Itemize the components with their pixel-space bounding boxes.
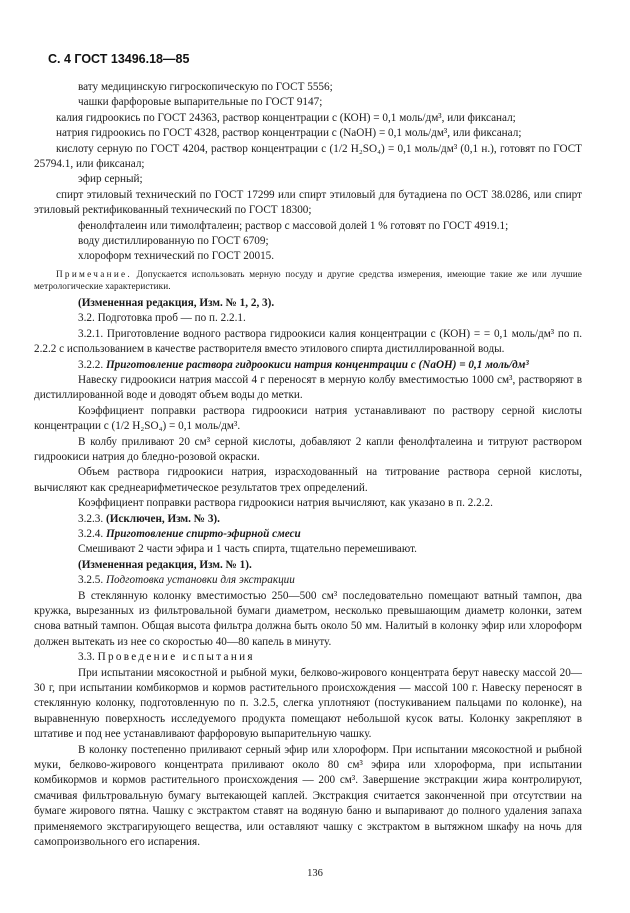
list-item: фенолфталеин или тимолфталеин; раствор с массовой долей 1 % готовят по ГОСТ 4919.1; — [78, 219, 509, 232]
subsection-title: Приготовление раствора гидроокиси натрия концентрации с (NaOH) = 0,1 моль/дм³ — [105, 358, 529, 371]
paragraph: Коэффициент поправки раствора гидроокиси натрия вычисляют, как указано в п. 2.2.2. — [78, 497, 493, 510]
subsection-number: 3.2.5. — [78, 574, 104, 587]
list-item: эфир серный; — [78, 173, 143, 186]
paragraph: Коэффициент поправки раствора гидроокиси натрия устанавливают по раствору серной кислоты концентрации с (1/2 H₂SO₄) = 0,1 моль/дм³. — [34, 404, 582, 433]
page-header: С. 4 ГОСТ 13496.18—85 — [48, 52, 190, 66]
note-label: Примечание. — [56, 268, 133, 279]
paragraph: При испытании мясокостной и рыбной муки, белково-жирового концентрата берут навеску массой 20—30 г, при испытании комбикормов и кормов растительного происхождения — массой 100 г. Навеску переносят в стеклянную колонку, подготовленную по п. 3.2.5, слегка уплотняют (постукиванием пальцами по колонке), на выравненную поверхность исследуемого продукта помещают небольшой кусок ваты. Колонку закрепляют в штативе и под нее устанавливают фарфоровую выпарительную чашку. — [34, 666, 582, 741]
section-heading — [56, 650, 582, 665]
note-text: Допускается использовать мерную посуду и другие средства измерения, имеющие такие же или лучшие метрологические характеристики. — [34, 268, 582, 292]
paragraph: Навеску гидроокиси натрия массой 4 г переносят в мерную колбу вместимостью 1000 см³, растворяют в дистиллированной воде и доводят объем воды до метки. — [34, 373, 582, 402]
paragraph: 3.2.1. Приготовление водного раствора гидроокиси калия концентрации с (КОН) = = 0,1 моль/дм³ по п. 2.2.2 с использованием в качестве растворителя вместо этилового спирта дистиллированной воды. — [34, 327, 582, 356]
note-paragraph — [34, 268, 582, 293]
edition-note: (Измененная редакция, Изм. № 1, 2, 3). — [78, 296, 275, 309]
subsection-heading — [56, 358, 582, 373]
list-item: чашки фарфоровые выпарительные по ГОСТ 9147; — [78, 96, 323, 109]
subsection-number: 3.2.2. — [78, 358, 104, 371]
list-item: натрия гидроокись по ГОСТ 4328, раствор концентрации с (NaOH) = 0,1 моль/дм³, или фиксанал; — [56, 127, 522, 140]
subsection-heading — [56, 573, 582, 588]
paragraph: Смешивают 2 части эфира и 1 часть спирта, тщательно перемешивают. — [78, 543, 417, 556]
list-item: кислоту серную по ГОСТ 4204, раствор концентрации с (1/2 H₂SO₄) = 0,1 моль/дм³ (0,1 н.), готовят по ГОСТ 25794.1, или фиксанал; — [34, 142, 582, 171]
subsection-number: 3.2.4. — [78, 527, 104, 540]
subsection-heading — [56, 512, 582, 527]
page-number: 136 — [307, 868, 323, 879]
document-body — [34, 80, 582, 851]
paragraph: В стеклянную колонку вместимостью 250—500 см³ последовательно помещают ватный тампон, два кружка, вырезанных из фильтровальной бумаги диаметром, несколько превышающим диаметр колонки, затем снова ватный тампон. Общая высота фильтра должна быть около 50 мм. Налитый в колонку эфир или хлороформ должен вытекать из нее со скоростью 40—80 капель в минуту. — [34, 589, 582, 648]
subsection-title: Подготовка установки для экстракции — [105, 574, 295, 587]
paragraph: В колонку постепенно приливают серный эфир или хлороформ. При испытании мясокостной и рыбной муки, белково-жирового концентрата приливают около 80 см³ эфира или хлороформа, при испытании комбикормов и кормов растительного происхождения — 200 см³. Завершение экстракции жира контролируют, смачивая фильтровальную бумагу вытекающей каплей. Экстракция считается законченной при отсутствии на бумаге жирового пятна. Чашку с экстрактом ставят на водяную баню и выпаривают до полного удаления запаха применяемого экстрагирующего вещества, или оставляют чашку с экстрактом в вытяжном шкафу на ночь для самопроизвольного его испарения. — [34, 743, 582, 849]
list-item: воду дистиллированную по ГОСТ 6709; — [78, 235, 269, 248]
paragraph: В колбу приливают 20 см³ серной кислоты, добавляют 2 капли фенолфталеина и титруют раствором гидроокиси натрия до бледно-розовой окраски. — [34, 435, 582, 463]
list-item: калия гидроокись по ГОСТ 24363, раствор концентрации с (КОН) = 0,1 моль/дм³, или фиксанал; — [56, 111, 516, 124]
excluded-note: (Исключен, Изм. № 3). — [105, 512, 220, 525]
edition-note: (Измененная редакция, Изм. № 1). — [78, 558, 252, 571]
list-item: хлороформ технический по ГОСТ 20015. — [78, 250, 275, 263]
list-item: вату медицинскую гигроскопическую по ГОСТ 5556; — [78, 81, 333, 93]
subsection-heading — [56, 527, 582, 542]
subsection-number: 3.2.3. — [78, 512, 104, 525]
section-number: 3.3. — [78, 651, 95, 664]
paragraph: Объем раствора гидроокиси натрия, израсходованный на титрование раствора серной кислоты, вычисляют как среднеарифметическое результатов трех определений. — [34, 466, 582, 494]
section-heading: 3.2. Подготовка проб — по п. 2.2.1. — [78, 312, 246, 325]
section-title: Проведение испытания — [97, 651, 255, 664]
list-item: спирт этиловый технический по ГОСТ 17299 или спирт этиловый для бутадиена по ОСТ 38.0286, или спирт этиловый ректификованный технический по ГОСТ 18300; — [34, 188, 582, 217]
subsection-title: Приготовление спирто-эфирной смеси — [105, 527, 301, 540]
